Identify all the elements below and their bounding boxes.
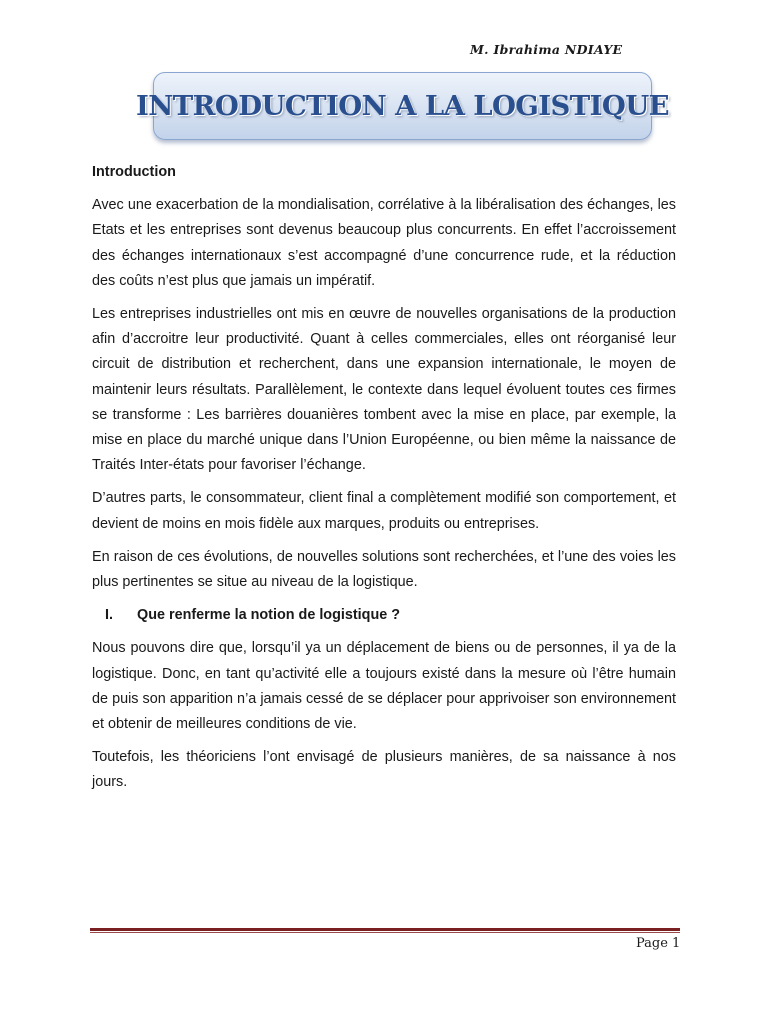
section-heading: [92, 603, 676, 628]
page-number: Page 1: [636, 936, 681, 951]
section-number: I.: [105, 607, 113, 624]
document-title: INTRODUCTION A LA LOGISTIQUE: [135, 90, 670, 122]
document-body: [92, 160, 676, 804]
paragraph-4: En raison de ces évolutions, de nouvelles solutions sont recherchées, et l’une des voies les plus pertinentes se situe au niveau de la logistique.: [92, 548, 676, 591]
paragraph-2: Les entreprises industrielles ont mis en œuvre de nouvelles organisations de la production afin d’accroitre leur productivité. Quant à celles commerciales, elles ont réorganisé leur circuit de distribution et recherchent, dans une expansion internationale, le moyen de maintenir leurs résultats. Parallèlement, le contexte dans lequel évoluent toutes ces firmes se transforme : Les barrières douanières tombent avec la mise en place, par exemple, la mise en place du marché unique dans l’Union Européenne, ou bien même la naissance de Traités Inter-états pour favoriser l’échange.: [92, 306, 676, 474]
paragraph-3: D’autres parts, le consommateur, client final a complètement modifié son comportement, et devient de moins en mois fidèle aux marques, produits ou entreprises.: [92, 490, 676, 532]
author-name: M. Ibrahima NDIAYE: [470, 42, 623, 57]
footer-divider: [90, 928, 680, 931]
footer-divider-thin: [90, 932, 680, 933]
intro-heading: Introduction: [92, 164, 176, 180]
section-paragraph-1: Nous pouvons dire que, lorsqu’il ya un déplacement de biens ou de personnes, il ya de la logistique. Donc, en tant qu’activité elle a toujours existé dans la mesure où l’être humain de puis son apparition n’a jamais cessé de se déplacer pour apprivoiser son environnement et obtenir de meilleures conditions de vie.: [92, 640, 676, 733]
section-paragraph-2: Toutefois, les théoriciens l’ont envisagé de plusieurs manières, de sa naissance à nos jours.: [92, 749, 676, 791]
paragraph-1: Avec une exacerbation de la mondialisation, corrélative à la libéralisation des échanges, les Etats et les entreprises sont devenus beaucoup plus concurrents. En effet l’accroissement des échanges internationaux s’est accompagné d’une concurrence rude, et la réduction des coûts n’est plus que jamais un impératif.: [92, 197, 676, 289]
title-banner: [135, 72, 670, 140]
section-title: Que renferme la notion de logistique ?: [137, 607, 401, 624]
